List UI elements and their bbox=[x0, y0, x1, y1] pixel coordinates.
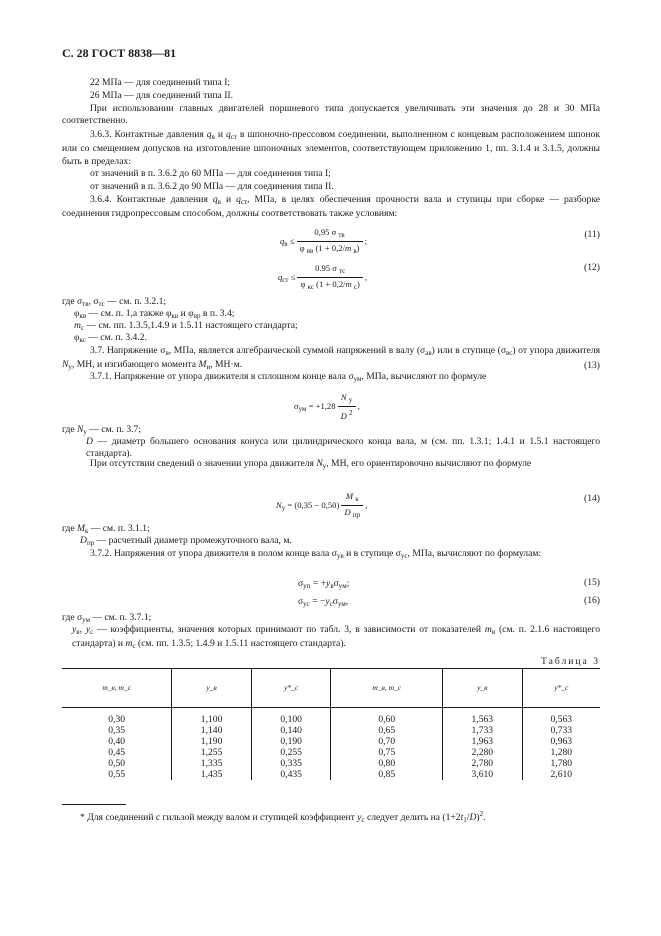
paragraph-3-6-3: 3.6.3. Контактные давления $q_в$ и $q_{ст}$ в шпоночно-прессовом соединении, выполненном с концевым расположением шпонок или со смещением допусков на изготовление шпоночных элементов, соответствующем приложению 1, пп. 3.1.4 и 3.1.5, должны быть в пределах: bbox=[62, 129, 600, 167]
where-line: $\varphi_{кв}$ — см. п. 1,а также $\varphi_{кв}$ и $\varphi_{вр}$ в п. 3.4; bbox=[74, 308, 235, 320]
where-line: $m_с$ — см. пп. 1.3.5,1.4.9 и 1.5.11 настоящего стандарта; bbox=[74, 320, 298, 332]
text-line: от значений в п. 3.6.2 до 60 МПа — для соединения типа I; bbox=[90, 168, 331, 179]
formula-11: $q_в$ ≤ $\frac{0,95 \sigma _{тв}}{\varphi _{вв} (1 + 0,2/m _в)}$ ; bbox=[280, 227, 368, 256]
paragraph: При отсутствии сведений о значении упора движителя $N_у$, МН, его ориентировочно вычисляют по формуле bbox=[90, 458, 532, 470]
page-header: С. 28 ГОСТ 8838—81 bbox=[62, 46, 177, 60]
where-line: где $\sigma_{тв}$, $\sigma_{тс}$ — см. п. 3.2.1; bbox=[62, 296, 167, 308]
text-line: 22 МПа — для соединений типа I; bbox=[90, 77, 231, 88]
table-cell: 0,100 0,140 0,190 0,255 0,335 0,435 bbox=[251, 708, 331, 781]
table-header: y_в bbox=[443, 669, 523, 708]
paragraph-3-7: 3.7. Напряжение $\sigma_в$, МПа, является алгебраической суммой напряжений в валу $(\sigma_{ав})$ или в ступице $(\sigma_{вс})$ от упора движителя $N_у$, МН, и изгибающего момента $M_и$, МН·м. bbox=[62, 345, 600, 372]
table-cell: 1,563 1,733 1,963 2,280 2,780 3,610 bbox=[443, 708, 523, 781]
equation-number: (15) bbox=[584, 577, 600, 588]
where-line: $y_в$, $y_с$ — коэффициенты, значения которых принимают по табл. 3, в зависимости от показателей $m_в$ (см. п. 2.1.6 настоящего стандарта) и $m_с$ (см. пп. 1.3.5; 1.4.9 и 1.5.11 настоящего стандарта). bbox=[72, 624, 600, 651]
formula-15: $\sigma_{уп} = +y_в\sigma_{ум}$; bbox=[298, 578, 350, 590]
where-line: где $\sigma_{ум}$ — см. п. 3.7.1; bbox=[62, 612, 152, 624]
footnote-divider bbox=[62, 804, 126, 805]
where-line: где $N_у$ — см. п. 3.7; bbox=[62, 424, 142, 436]
table-cell: 1,100 1,140 1,190 1,255 1,335 1,435 bbox=[172, 708, 252, 781]
paragraph: При использовании главных двигателей поршневого типа допускается увеличивать эти значения до 28 и 30 МПа соответственно. bbox=[62, 103, 600, 127]
table-caption: Таблица 3 bbox=[540, 656, 600, 667]
where-line: $\varphi_{кс}$ — см. п. 3.4.2. bbox=[74, 332, 147, 344]
where-line: где $M_к$ — см. п. 3.1.1; bbox=[62, 523, 150, 535]
table-cell: 0,60 0,65 0,70 0,75 0,80 0,85 bbox=[331, 708, 443, 781]
table-cell: 0,30 0,35 0,40 0,45 0,50 0,55 bbox=[108, 714, 126, 780]
paragraph-3-7-2: 3.7.2. Напряжения от упора движителя в полом конце вала $\sigma_{ув}$ и в ступице $\sigma_{ус}$, МПа, вычисляют по формулам: bbox=[90, 548, 542, 560]
equation-number: (16) bbox=[584, 595, 600, 606]
text-line: от значений в п. 3.6.2 до 90 МПа — для соединения типа II. bbox=[90, 181, 334, 192]
formula-14: $N_у = (0,35 - 0,50)$ $\frac{M _к}{D _{пр}}$ , bbox=[276, 491, 368, 520]
footnote: * Для соединений с гильзой между валом и ступицей коэффициент $y_с$ следует делить на $(1+2t_1/D)^2$. bbox=[80, 810, 486, 824]
table-row bbox=[62, 708, 600, 781]
table-header: y*_с bbox=[251, 669, 331, 708]
formula-13: $\sigma_{ум} = +1,28$ $\frac{N _у}{D ^2}$ , bbox=[294, 392, 360, 422]
where-line: $D_{пр}$ — расчетный диаметр промежуточного вала, м. bbox=[80, 535, 292, 547]
table-cell: 0,563 0,733 0,963 1,280 1,780 2,610 bbox=[522, 708, 600, 781]
table-header: y_в bbox=[172, 669, 252, 708]
equation-number: (11) bbox=[584, 229, 600, 240]
paragraph-3-7-1: 3.7.1. Напряжение от упора движителя в сплошном конце вала $\sigma_{ум}$, МПа, вычисляют по формуле bbox=[90, 371, 487, 383]
equation-number: (12) bbox=[584, 262, 600, 273]
table-header-row bbox=[62, 669, 600, 708]
paragraph-3-6-4: 3.6.4. Контактные давления $q_в$ и $q_{ст}$, МПа, в целях обеспечения прочности вала и ступицы при сборке — разборке соединения гидропрессовым способом, должны соответствовать также условиям: bbox=[62, 194, 600, 220]
table-header: m_в, m_с bbox=[331, 669, 443, 708]
formula-12: $q_{ст}$ ≤ $\frac{0.95 \sigma _{тс}}{\varphi _{кс} (1 + 0,2/m _с)}$ , bbox=[278, 263, 368, 292]
where-line: D — диаметр большего основания конуса или цилиндрического конца вала, м (см. пп. 1.3.1; 1.4.1 и 1.5.1 настоящего стандарта). bbox=[86, 436, 600, 460]
equation-number: (13) bbox=[584, 360, 600, 371]
formula-16: $\sigma_{ус} = -y_с\sigma_{ум}$, bbox=[298, 596, 349, 608]
equation-number: (14) bbox=[584, 493, 600, 504]
table-header: m_в, m_с bbox=[62, 669, 172, 708]
table-header: y*_с bbox=[522, 669, 600, 708]
table-3 bbox=[62, 668, 600, 780]
text-line: 26 МПа — для соединений типа II. bbox=[90, 90, 233, 101]
